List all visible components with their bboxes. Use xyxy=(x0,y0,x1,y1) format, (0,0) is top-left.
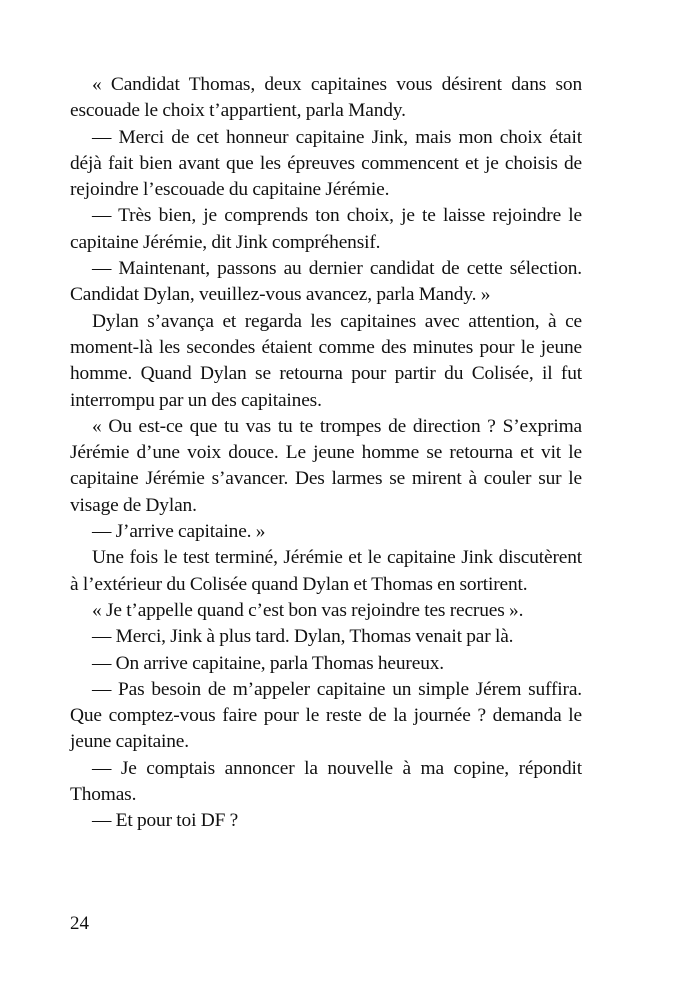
paragraph: — Maintenant, passons au dernier candidat de cette sélection. Candidat Dylan, veuillez-vous avancez, parla Mandy. » xyxy=(70,258,582,306)
paragraph: — Merci, Jink à plus tard. Dylan, Thomas venait par là. xyxy=(92,626,514,648)
paragraph: — Merci de cet honneur capitaine Jink, mais mon choix était déjà fait bien avant que les épreuves commencent et je choisis de rejoindre l’escouade du capitaine Jérémie. xyxy=(70,126,582,201)
paragraph: Dylan s’avança et regarda les capitaines avec attention, à ce moment-là les secondes étaient comme des minutes pour le jeune homme. Quand Dylan se retourna pour partir du Colisée, il fut interrompu par un des capitaines. xyxy=(70,310,582,411)
paragraph: « Ou est-ce que tu vas tu te trompes de direction ? S’exprima Jérémie d’une voix douce. Le jeune homme se retourna et vit le capitaine Jérémie s’avancer. Des larmes se mirent à couler sur le visage de Dylan. xyxy=(70,415,582,516)
page-number: 24 xyxy=(70,913,89,934)
paragraph: — Très bien, je comprends ton choix, je te laisse rejoindre le capitaine Jérémie, dit Jink compréhensif. xyxy=(70,205,582,253)
paragraph: — On arrive capitaine, parla Thomas heureux. xyxy=(92,652,444,674)
paragraph: — J’arrive capitaine. » xyxy=(92,521,266,543)
paragraph: — Je comptais annoncer la nouvelle à ma copine, répondit Thomas. xyxy=(70,757,582,806)
paragraph: Une fois le test terminé, Jérémie et le capitaine Jink discutèrent à l’extérieur du Colisée quand Dylan et Thomas en sortirent. xyxy=(70,547,582,595)
paragraph: — Et pour toi DF ? xyxy=(92,810,239,832)
paragraph: — Pas besoin de m’appeler capitaine un simple Jérem suffira. Que comptez-vous faire pour le reste de la journée ? demanda le jeune capitaine. xyxy=(70,678,582,753)
book-page-text xyxy=(70,72,582,835)
paragraph: « Candidat Thomas, deux capitaines vous désirent dans son escouade le choix t’appartient, parla Mandy. xyxy=(70,74,582,122)
paragraph: « Je t’appelle quand c’est bon vas rejoindre tes recrues ». xyxy=(92,599,524,621)
